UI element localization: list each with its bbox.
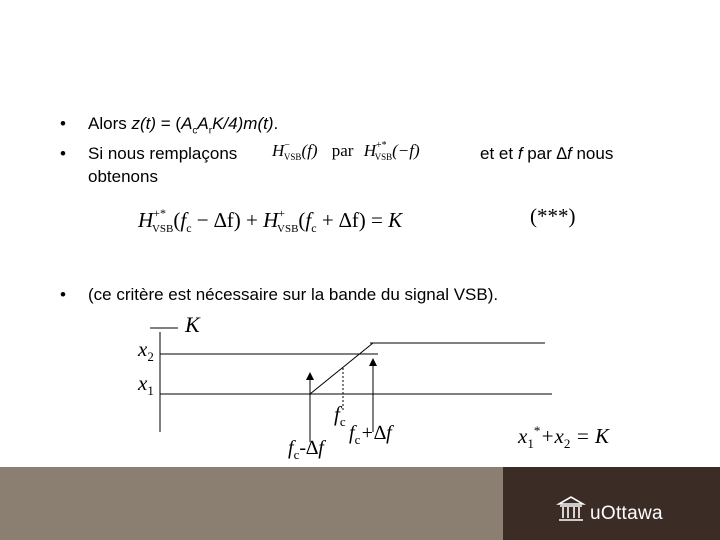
bullet-dot: •: [60, 285, 66, 304]
bullet-1-text: Alors $z(t) = (A_cA_rK/4)m(t)$.: [88, 114, 279, 137]
bullet-2-continuation: et et f par ∆f nous: [480, 144, 614, 163]
bullet-2-formula: $H^-_{VSB}(f)$ par $H^{+*}_{VSB}(-f)$: [272, 140, 420, 163]
vsb-slope-line: [310, 343, 373, 394]
bullet-2-line2: obtenons: [88, 167, 158, 186]
label-k: K: [185, 312, 200, 337]
main-equation: $H^{+*}_{VSB}(f_c - \Delta f) + H^+_{VSB}(f_c + \Delta f) = K$: [138, 206, 403, 236]
bullet-2-text: Si nous remplaçons: [88, 144, 238, 163]
equation-tag: (***): [530, 204, 576, 228]
sum-equation: $x_1^*+x_2 = K$: [518, 423, 610, 452]
uottawa-logo-icon: [556, 494, 586, 524]
label-x1: $x_1$: [138, 371, 154, 399]
bullet-dot: •: [60, 114, 66, 133]
footer-left-band: [0, 467, 503, 540]
bullet-dot: •: [60, 144, 66, 163]
label-x2: $x_2$: [138, 337, 154, 365]
uottawa-logo-text[interactable]: uOttawa: [590, 503, 663, 524]
label-fc: $f_c$: [334, 402, 346, 430]
bullet-3-text: (ce critère est nécessaire sur la bande du signal VSB).: [88, 285, 499, 304]
label-fc-plus-delta: $f_c+\Delta f$: [349, 422, 392, 447]
label-fc-minus-delta: $f_c-\Delta f$: [288, 437, 324, 462]
